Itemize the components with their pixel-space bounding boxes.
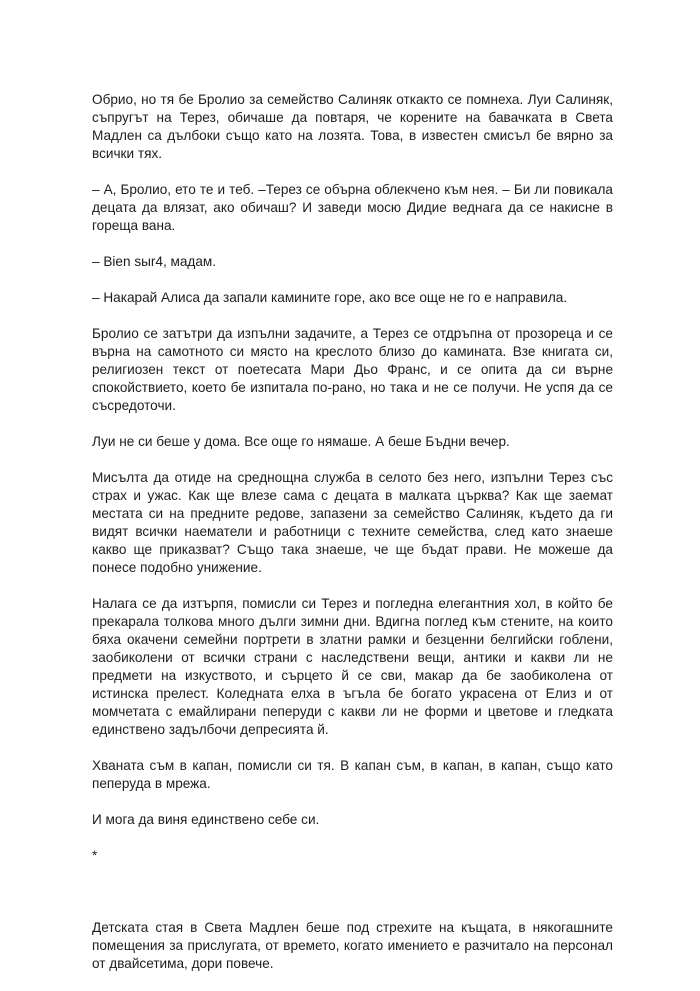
paragraph-5: Бролио се затътри да изпълни задачите, а Терез се отдръпна от прозореца и се върна на самотното си място на креслото близо до камината. Взе книгата си, религиозен текст от поетесата Мари Дьо Франс, и се опита да си върне спокойствието, което бе изпитала по-рано, но така и не се получи. Не успя да се съсредоточи. <box>92 326 613 413</box>
paragraph-11: Детската стая в Света Мадлен беше под стрехите на къщата, в някогашните помещения за прислугата, от времето, когато имението е разчитало на персонал от двайсетима, дори повече. <box>92 920 613 971</box>
paragraph-9: Хваната съм в капан, помисли си тя. В капан съм, в капан, в капан, също като пеперуда в мрежа. <box>92 758 613 791</box>
paragraph-6: Луи не си беше у дома. Все още го нямаше. А беше Бъдни вечер. <box>92 434 510 449</box>
paragraph-3: – Bien sыr4, мадам. <box>92 254 217 269</box>
paragraph-1: Обрио, но тя бе Бролио за семейство Салиняк откакто се помнеха. Луи Салиняк, съпругът на Терез, обичаше да повтаря, че корените на бавачката в Света Мадлен са дълбоки също като на лозята. Това, в известен смисъл бе вярно за всички тях. <box>92 92 613 161</box>
paragraph-10: И мога да виня единствено себе си. <box>92 812 320 827</box>
paragraph-4: – Накарай Алиса да запали камините горе, ако все още не го е направила. <box>92 290 568 305</box>
document-body <box>92 91 613 991</box>
separator-gap <box>92 883 613 901</box>
paragraph-8: Налага се да изтърпя, помисли си Терез и погледна елегантния хол, в който бе прекарала толкова много дълги зимни дни. Вдигна поглед към стените, на които бяха окачени семейни портрети в златни рамки и безценни белгийски гоблени, заобиколени от всички страни с наследствени вещи, антики и какви ли не предмети на изкуството, и сърцето й се сви, макар да бе заобиколена от истинска прелест. Коледната елха в ъгъла бе богато украсена от Елиз и от момчетата с емайлирани пеперуди с какви ли не форми и цветове и гледката единствено задълбочи депресията й. <box>92 596 613 737</box>
paragraph-2: – А, Бролио, ето те и теб. –Терез се обърна облекчено към нея. – Би ли повикала децата да влязат, ако обичаш? И заведи мосю Дидие веднага да се накисне в гореща вана. <box>92 182 613 233</box>
paragraph-7: Мисълта да отиде на среднощна служба в селото без него, изпълни Терез със страх и ужас. Как ще влезе сама с децата в малката църква? Как ще заемат местата си на предните редове, запазени за семейство Салиняк, където да ги видят всички наематели и работници с техните семейства, след като знаеше какво ще приказват? Също така знаеше, че ще бъдат прави. Не можеше да понесе подобно унижение. <box>92 470 613 575</box>
section-separator: * <box>92 848 98 863</box>
